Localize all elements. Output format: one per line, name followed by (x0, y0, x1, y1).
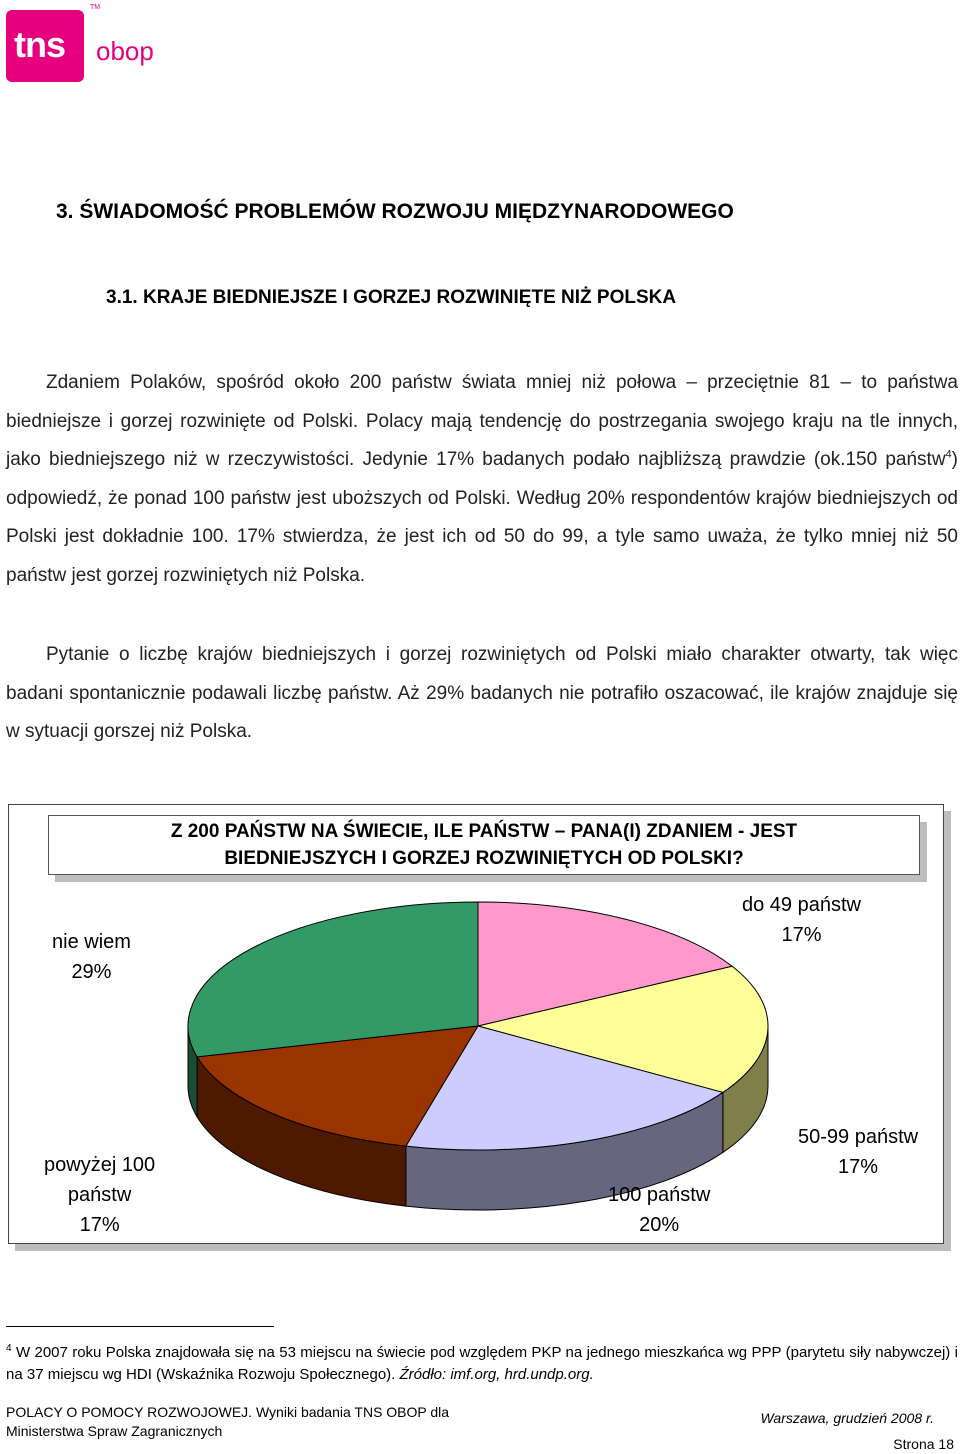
chart-title-line-2: BIEDNIEJSZYCH I GORZEJ ROZWINIĘTYCH OD POLSKI? (224, 848, 744, 869)
label-powyzej-100-name-2: państw (67, 1184, 132, 1206)
page-number: Strona 18 (893, 1436, 954, 1452)
label-powyzej-100-pct: 17% (79, 1214, 120, 1236)
paragraph-1-end: ) odpowiedź, że ponad 100 państw jest uboższych od Polski. Według 20% respondentów krajów biedniejszych od Polski jest dokładnie 100. 17% stwierdza, że jest ich od 50 do 99, a tyle samo uważa, że tylko mniej niż 50 państw jest gorzej rozwiniętych niż Polska. (6, 449, 958, 586)
label-50-99 (798, 1122, 918, 1182)
footnote-text: W 2007 roku Polska znajdowała się na 53 miejscu na świecie pod względem PKP na jednego mieszkańca wg PPP (parytetu siły nabywczej) i na 37 miejscu wg HDI (Wskaźnika Rozwoju Społecznego). (6, 1344, 958, 1383)
footer-date: Warszawa, grudzień 2008 r. (760, 1410, 934, 1426)
label-100 (608, 1180, 710, 1240)
label-nie-wiem (52, 927, 131, 987)
footnote-rule (6, 1326, 274, 1327)
label-100-name: 100 państw (608, 1184, 711, 1206)
footer-left-line-1: POLACY O POMOCY ROZWOJOWEJ. Wyniki badania TNS OBOP dla (6, 1404, 450, 1420)
label-100-pct: 20% (639, 1214, 680, 1236)
logo-tm: TM (90, 4, 101, 11)
label-do-49-name: do 49 państw (742, 894, 861, 916)
label-powyzej-100 (44, 1150, 155, 1240)
chart-title-line-1: Z 200 PAŃSTW NA ŚWIECIE, ILE PAŃSTW – PANA(I) ZDANIEM - JEST (170, 821, 798, 842)
paragraph-1-start: Zdaniem Polaków, spośród około 200 państw świata mniej niż połowa – przeciętnie 81 – to państwa biedniejsze i gorzej rozwinięte od Polski. Polacy mają tendencję do postrzegania swojego kraju na tle innych, jako biedniejszego niż w rzeczywistości. Jedynie 17% badanych podało najbliższą prawdzie (ok.150 państw (6, 372, 958, 470)
label-do-49 (742, 890, 861, 950)
section-heading: 3. ŚWIADOMOŚĆ PROBLEMÓW ROZWOJU MIĘDZYNARODOWEGO (56, 200, 734, 223)
label-do-49-pct: 17% (781, 924, 822, 946)
footnote-number: 4 (6, 1343, 12, 1354)
logo-sub: obop (96, 36, 154, 66)
footer-left (6, 1403, 449, 1441)
footnote-source: Źródło: imf.org, hrd.undp.org. (399, 1366, 594, 1383)
label-powyzej-100-name-1: powyżej 100 (44, 1154, 156, 1176)
label-50-99-name: 50-99 państw (798, 1126, 919, 1148)
footnote (6, 1338, 958, 1386)
paragraph-2: Pytanie o liczbę krajów biedniejszych i gorzej rozwiniętych od Polski miało charakter otwarty, tak więc badani spontanicznie podawali liczbę państw. Aż 29% badanych nie potrafiło oszacować, ile krajów znajduje się w sytuacji gorszej niż Polska. (6, 644, 958, 742)
footnote-ref: 4 (945, 448, 952, 461)
label-nie-wiem-name: nie wiem (52, 931, 131, 953)
chart-title (48, 815, 920, 875)
label-nie-wiem-pct: 29% (71, 961, 112, 983)
footer-left-line-2: Ministerstwa Spraw Zagranicznych (6, 1423, 223, 1439)
label-50-99-pct: 17% (838, 1156, 879, 1178)
subsection-heading: 3.1. KRAJE BIEDNIEJSZE I GORZEJ ROZWINIĘTE NIŻ POLSKA (106, 287, 677, 308)
logo-brand: tns (14, 24, 65, 65)
